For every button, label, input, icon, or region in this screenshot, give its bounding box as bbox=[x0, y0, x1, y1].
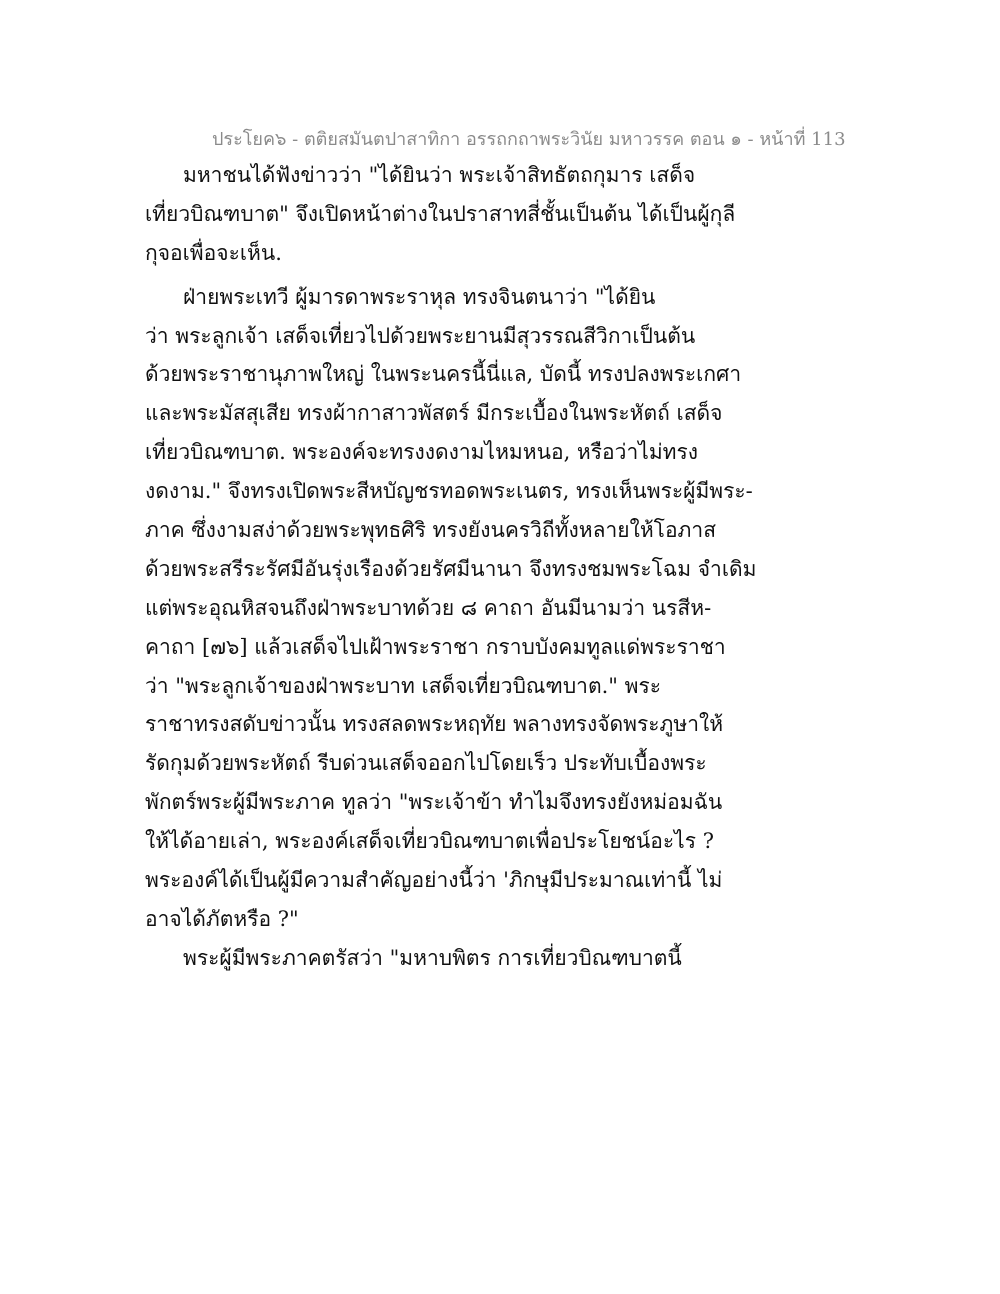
text-line: กุจอเพื่อจะเห็น. bbox=[145, 240, 282, 265]
text-line: อาจได้ภัตหรือ ?" bbox=[145, 906, 299, 931]
text-line: เที่ยวบิณฑบาต. พระองค์จะทรงงดงามไหมหนอ, หรือว่าไม่ทรง bbox=[145, 440, 699, 465]
text-line: ว่า "พระลูกเจ้าของฝ่าพระบาท เสด็จเที่ยวบิณฑบาต." พระ bbox=[145, 673, 662, 698]
text-line: ฝ่ายพระเทวี ผู้มารดาพระราหุล ทรงจินตนาว่า "ได้ยิน bbox=[183, 284, 656, 309]
text-line: ภาค ซึ่งงามสง่าด้วยพระพุทธศิริ ทรงยังนครวิถีทั้งหลายให้โอภาส bbox=[145, 518, 717, 543]
body-text bbox=[145, 156, 757, 978]
text-line: พักตร์พระผู้มีพระภาค ทูลว่า "พระเจ้าข้า ทำไมจึงทรงยังหม่อมฉัน bbox=[145, 790, 723, 815]
text-line: ด้วยพระราชานุภาพใหญ่ ในพระนครนี้นี่แล, บัดนี้ ทรงปลงพระเกศา bbox=[145, 362, 742, 387]
text-line: พระองค์ได้เป็นผู้มีความสำคัญอย่างนี้ว่า 'ภิกษุมีประมาณเท่านี้ ไม่ bbox=[145, 868, 723, 893]
text-line: ให้ได้อายเล่า, พระองค์เสด็จเที่ยวบิณฑบาตเพื่อประโยชน์อะไร ? bbox=[145, 829, 714, 854]
page-running-header: ประโยค๖ - ตติยสมันตปาสาทิกา อรรถกถาพระวินัย มหาวรรค ตอน ๑ - หน้าที่ 113 bbox=[212, 129, 846, 150]
text-line: และพระมัสสุเสีย ทรงผ้ากาสาวพัสตร์ มีกระเบื้องในพระหัตถ์ เสด็จ bbox=[145, 401, 723, 426]
text-line: ราชาทรงสดับข่าวนั้น ทรงสลดพระหฤทัย พลางทรงจัดพระภูษาให้ bbox=[145, 712, 724, 737]
text-line: ว่า พระลูกเจ้า เสด็จเที่ยวไปด้วยพระยานมีสุวรรณสีวิกาเป็นต้น bbox=[145, 323, 696, 348]
text-line: แต่พระอุณหิสจนถึงฝ่าพระบาทด้วย ๘ คาถา อันมีนามว่า นรสีห- bbox=[145, 595, 712, 620]
text-line: รัดกุมด้วยพระหัตถ์ รีบด่วนเสด็จออกไปโดยเร็ว ประทับเบื้องพระ bbox=[145, 751, 707, 776]
text-line: มหาชนได้ฟังข่าวว่า "ได้ยินว่า พระเจ้าสิทธัตถกุมาร เสด็จ bbox=[183, 163, 696, 187]
text-line: พระผู้มีพระภาคตรัสว่า "มหาบพิตร การเที่ยวบิณฑบาตนี้ bbox=[183, 945, 682, 970]
text-line: เที่ยวบิณฑบาต" จึงเปิดหน้าต่างในปราสาทสี่ชั้นเป็นต้น ได้เป็นผู้กุลี bbox=[145, 201, 736, 226]
text-line: คาถา [๗๖] แล้วเสด็จไปเฝ้าพระราชา กราบบังคมทูลแด่พระราชา bbox=[145, 634, 726, 659]
text-line: ด้วยพระสรีระรัศมีอันรุ่งเรืองด้วยรัศมีนานา จึงทรงชมพระโฉม จำเดิม bbox=[145, 556, 757, 581]
text-line: งดงาม." จึงทรงเปิดพระสีหบัญชรทอดพระเนตร, ทรงเห็นพระผู้มีพระ- bbox=[145, 479, 753, 504]
